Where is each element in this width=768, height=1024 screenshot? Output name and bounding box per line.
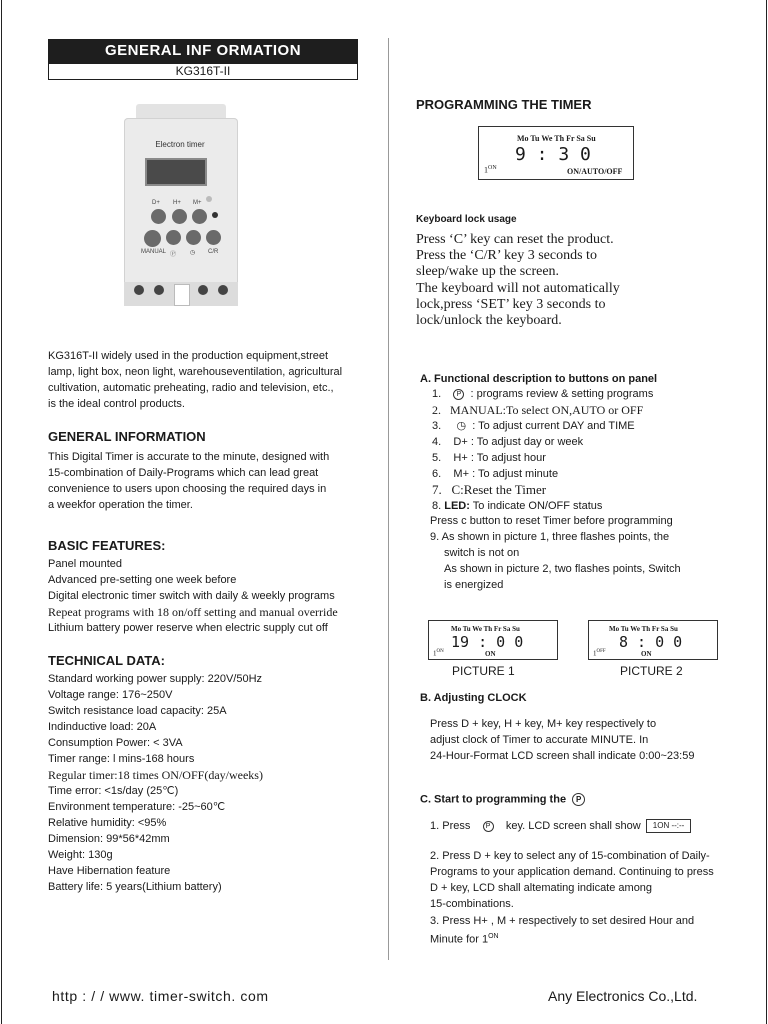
basic-features-list: Panel mounted Advanced pre-setting one week before Digital electronic timer switch with daily & weekly programs Repeat programs with 18 on/off setting and manual override Lithium battery power reserve when electric supply cut off [48,558,338,634]
device-label-d: D+ [152,200,160,206]
section-b-text: Press D + key, H + key, M+ key respectively to adjust clock of Timer to accurate MINUTE. In 24-Hour-Format LCD screen shall indicate 0:00~23:59 [430,718,695,762]
general-info-title: GENERAL INFORMATION [48,429,206,444]
technical-data-title: TECHNICAL DATA: [48,653,165,668]
program-button-icon: P [453,389,464,400]
footer-website[interactable]: http : / / www. timer-switch. com [52,988,269,1004]
lcd-picture-2: Mo Tu We Th Fr Sa Su 8 : 0 0 $1^{OFF}$ ON [588,620,718,660]
section-a-list: 1. P : programs review & setting programs 2. MANUAL:To select ON,AUTO or OFF 3. ◷ : To adjust current DAY and TIME 4. D+ : To adjust day or week 5. H+ : To adjust hour 6. M+ : To adjust minute 7. C:Reset the Timer 8. LED: To indicate ON/OFF status [432,388,654,512]
terminal-icon [134,285,144,295]
section-c-step-1: 1. Press P key. LCD screen shall show 1ON --:-- [430,818,760,834]
section-b-title: B. Adjusting CLOCK [420,692,527,704]
terminal-icon [154,285,164,295]
device-label-p: Ⓟ [170,252,177,258]
page-border-left [1,0,2,1024]
device-button-clock [186,230,201,245]
clock-icon: ◷ [456,420,467,432]
device-button-h [172,209,187,224]
model-number: KG316T-II [48,63,358,80]
din-clip [174,284,190,306]
terminal-icon [198,285,208,295]
section-c-title: C. Start to programming the P [420,793,585,806]
device-button-p [166,230,181,245]
technical-data-list: Standard working power supply: 220V/50Hz Voltage range: 176~250V Switch resistance load capacity: 25A Indinductive load: 20A Consumption Power: < 3VA Timer range: l mins-168 hours Regular timer:18 times ON/OFF(day/weeks) Time error: <1s/day (25℃) Environment temperature: -25~60℃ Relative humidity: <95% Dimension: 99*56*42mm Weight: 130g Have Hibernation feature Battery life: 5 years(Lithium battery) [48,673,263,893]
device-button-d [151,209,166,224]
section-a-note: Press c button to reset Timer before programming [430,515,673,527]
device-button-m [192,209,207,224]
basic-features-title: BASIC FEATURES: [48,538,166,553]
keyboard-lock-text: Press ‘C’ key can reset the product. Press the ‘C/R’ key 3 seconds to sleep/wake up the screen. The keyboard will not automatically lock,press ‘SET’ key 3 seconds to lock/unlock the keyboard. [416,232,620,329]
section-c-step-2: 2. Press D + key to select any of 15-combination of Daily- Programs to your application demand. Continuing to press D + key, LCD shall altemating indicate among 15-combinations. [430,850,714,910]
picture-2-caption: PICTURE 2 [620,664,683,678]
page-border-right [766,0,767,1024]
column-divider [388,38,389,960]
programming-title: PROGRAMMING THE TIMER [416,97,592,112]
led-dot-icon [212,212,218,218]
page-header: GENERAL INF ORMATION [48,39,358,63]
footer-company: Any Electronics Co.,Ltd. [548,988,698,1004]
device-label-manual: MANUAL [141,249,167,255]
device-label-m: M+ [193,200,202,206]
device-label-h: H+ [173,200,181,206]
intro-text: KG316T-II widely used in the production equipment,street lamp, light box, neon light, warehouseventilation, agricultural cultivation, automatic preheating, radio and television, etc., is the ideal control products. [48,350,343,410]
section-a-item-9: 9. As shown in picture 1, three flashes points, the switch is not on As shown in picture 2, two flashes points, Switch is energized [430,531,681,591]
led-icon [206,196,212,202]
terminal-icon [218,285,228,295]
device-button-cr [206,230,221,245]
picture-1-caption: PICTURE 1 [452,664,515,678]
device-label: Electron timer [155,140,205,149]
program-button-icon: P [572,793,585,806]
program-button-icon: P [483,821,494,832]
keyboard-lock-title: Keyboard lock usage [416,214,517,225]
lcd-mini-display: 1ON --:-- [646,819,692,833]
device-screen [145,158,207,186]
device-button-manual [144,230,161,247]
section-a-title: A. Functional description to buttons on panel [420,373,658,385]
device-label-clock: ◷ [190,250,196,256]
section-c-step-3: 3. Press H+ , M + respectively to set desired Hour and Minute for $1^{ON}$ [430,915,695,946]
general-info-text: This Digital Timer is accurate to the minute, designed with 15-combination of Daily-Programs which can lead great convenience to users upon choosing the required days in a weekfor operation the timer. [48,451,330,511]
lcd-display-main: Mo Tu We Th Fr Sa Su 9 : 3 0 $1^{ON}$ ON/AUTO/OFF [478,126,634,180]
device-label-cr: C/R [208,249,219,255]
lcd-picture-1: Mo Tu We Th Fr Sa Su 19 : 0 0 $1^{ON}$ ON [428,620,558,660]
